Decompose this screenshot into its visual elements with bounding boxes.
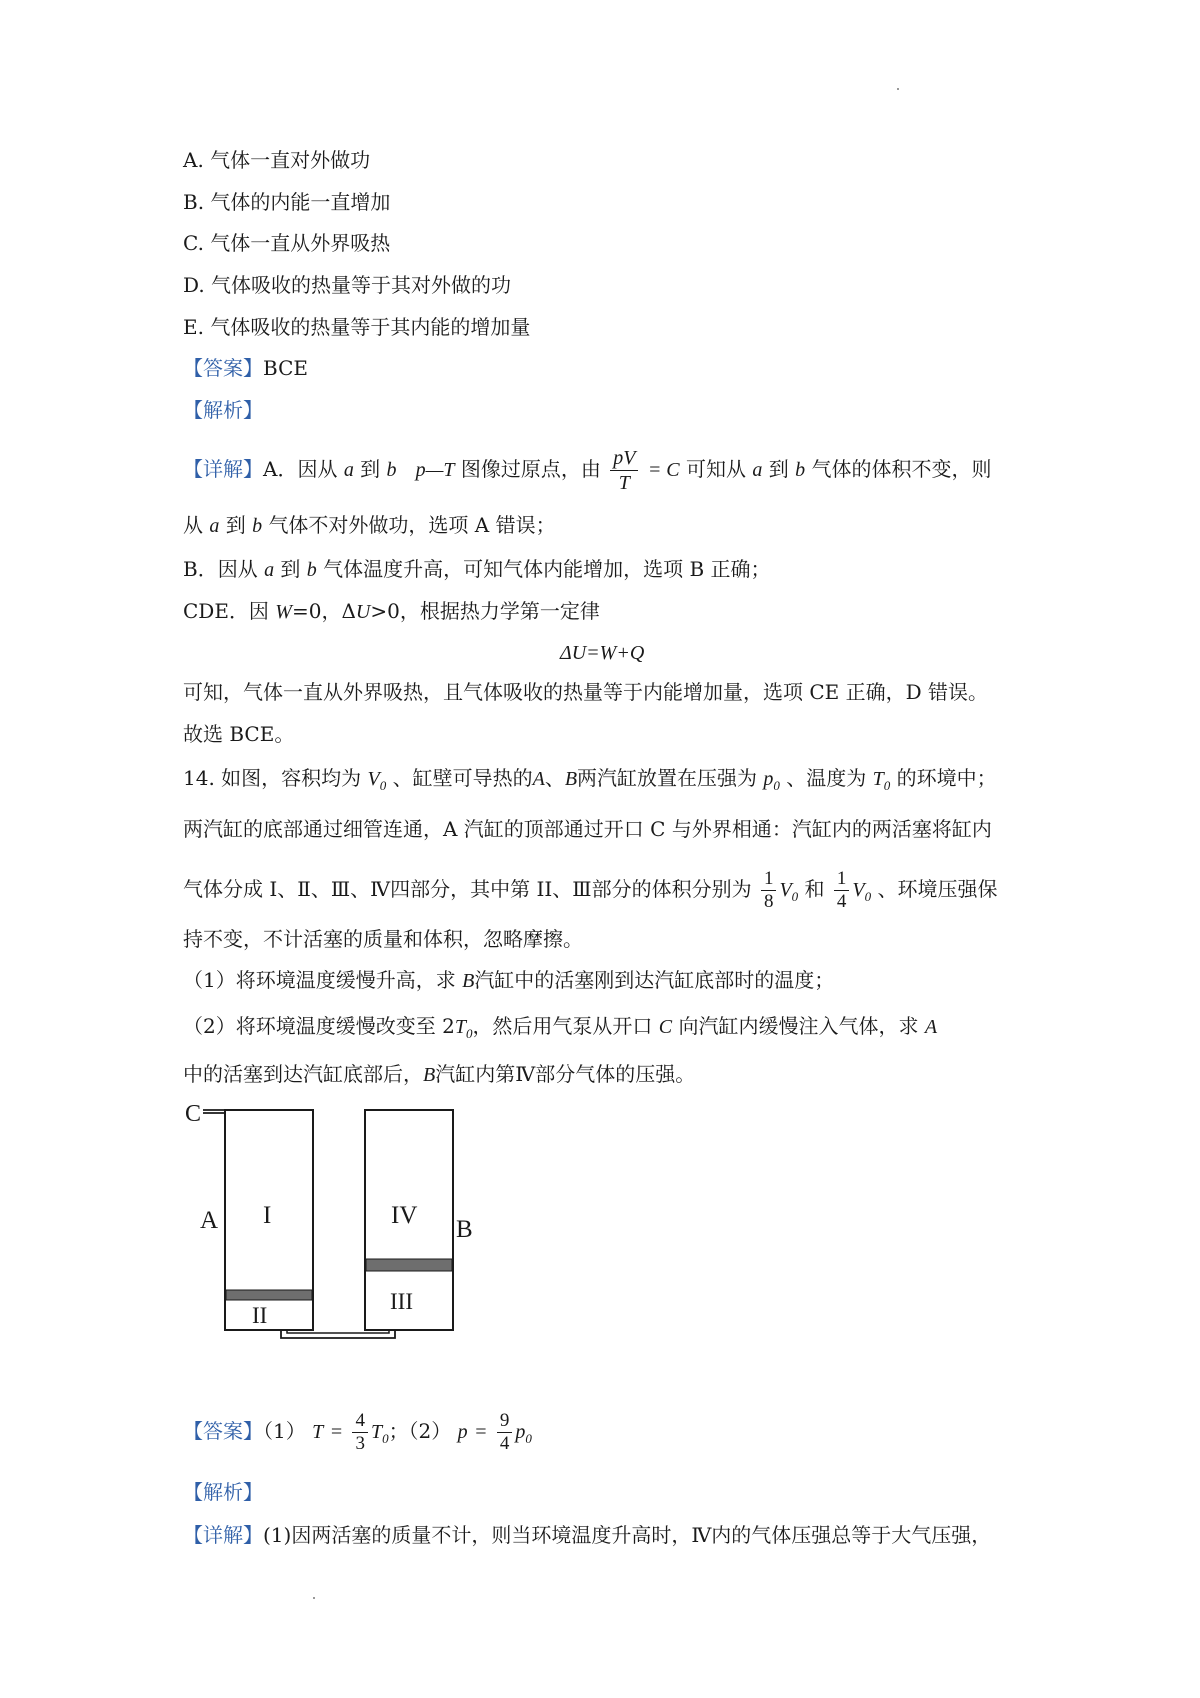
var-V0 xyxy=(779,879,799,904)
var-U: U xyxy=(355,601,371,623)
text-run: 、温度为 xyxy=(786,766,867,790)
answer-tag: 【答案】 xyxy=(183,1419,263,1443)
fraction-denominator: 3 xyxy=(355,1433,365,1454)
q14-part-1 xyxy=(183,966,834,995)
text-run: 汽缸内第Ⅳ部分气体的压强。 xyxy=(435,1062,696,1086)
var-C: C xyxy=(658,1016,673,1038)
var-T0 xyxy=(370,1421,389,1446)
var-V: V xyxy=(779,879,792,901)
q14-stem-line-1 xyxy=(183,764,997,800)
subscript-0: 0 xyxy=(525,1431,532,1446)
detail-tag: 【详解】 xyxy=(183,457,263,481)
q14-analysis-tag: 【解析】 xyxy=(183,1480,263,1504)
text-run: (1)因两活塞的质量不计，则当环境温度升高时，Ⅳ内的气体压强总等于大气压强， xyxy=(263,1523,992,1547)
fraction-numerator: 9 xyxy=(497,1410,513,1433)
var-a: a xyxy=(343,459,354,481)
q13-analysis-tag: 【解析】 xyxy=(183,398,263,422)
text-run: ；（2） xyxy=(388,1419,452,1443)
text-run: 图像过原点，由 xyxy=(460,457,601,481)
text-run: 到 xyxy=(280,557,301,581)
var-p: p xyxy=(515,1421,526,1443)
fraction-1-8 xyxy=(761,868,777,913)
var-A: A xyxy=(924,1016,938,1038)
text-run: 中的活塞到达汽缸底部后， xyxy=(183,1062,423,1086)
q13-detail-line-3 xyxy=(183,555,771,584)
subscript-0: 0 xyxy=(864,889,872,904)
scan-speck xyxy=(897,88,899,90)
q14-answer xyxy=(183,1410,532,1455)
var-T0 xyxy=(872,768,891,793)
var-T: T xyxy=(872,768,884,790)
text-run: 气体分成 I、Ⅱ、Ⅲ、Ⅳ四部分，其中第 II、Ⅲ部分的体积分别为 xyxy=(183,877,752,901)
pT-graph: p—T xyxy=(415,459,455,481)
fraction-denominator: T xyxy=(618,472,630,494)
subscript-0: 0 xyxy=(883,778,891,793)
equals-C: = C xyxy=(647,459,680,481)
text-run: 气体不对外做功，选项 A 错误； xyxy=(268,513,556,537)
text-run: 两汽缸放置在压强为 xyxy=(577,766,758,790)
var-p0 xyxy=(763,768,780,793)
cylinders-diagram xyxy=(183,1105,503,1350)
text-run: A．因从 xyxy=(263,457,338,481)
text-run: 、 xyxy=(544,766,565,790)
text-run: 可知从 xyxy=(686,457,747,481)
q13-answer xyxy=(183,354,308,382)
text-run: 到 xyxy=(768,457,789,481)
piston-a xyxy=(226,1290,312,1300)
q14-stem-line-2: 两汽缸的底部通过细管连通，A 汽缸的顶部通过开口 C 与外界相通：汽缸内的两活塞将缸内 xyxy=(183,817,992,841)
fraction-denominator: 4 xyxy=(499,1433,510,1454)
option-c: C. 气体一直从外界吸热 xyxy=(183,231,391,255)
text-run: 到 xyxy=(360,457,381,481)
fraction-numerator: pV xyxy=(610,446,638,471)
scan-speck xyxy=(313,1597,315,1599)
piston-b xyxy=(366,1259,452,1271)
label-part-iv: IV xyxy=(391,1202,418,1229)
fraction-4-3 xyxy=(352,1410,368,1455)
var-T: T xyxy=(454,1016,466,1038)
q13-detail-line-6: 故选 BCE。 xyxy=(183,722,295,746)
q14-detail-line-1 xyxy=(183,1521,991,1549)
first-law-formula: ΔU=W+Q xyxy=(560,642,645,664)
var-V: V xyxy=(852,879,865,901)
var-A: A xyxy=(532,768,545,790)
label-c: C xyxy=(185,1105,202,1127)
text-run: 气体的体积不变，则 xyxy=(811,457,992,481)
fraction-1-4 xyxy=(834,868,850,913)
fraction-numerator: 4 xyxy=(352,1410,368,1433)
fraction-9-4 xyxy=(497,1410,513,1455)
fraction-denominator: 4 xyxy=(836,891,847,912)
label-part-iii: III xyxy=(390,1289,413,1314)
text-run: B．因从 xyxy=(183,557,258,581)
opening-c-pipe xyxy=(203,1110,225,1113)
subscript-0: 0 xyxy=(465,1026,473,1041)
label-part-ii: II xyxy=(252,1303,268,1328)
var-W: W xyxy=(275,601,292,623)
option-d: D. 气体吸收的热量等于其对外做的功 xyxy=(183,273,512,297)
var-a: a xyxy=(264,559,275,581)
q13-detail-line-4 xyxy=(183,597,600,626)
var-V0 xyxy=(367,768,387,793)
var-T0 xyxy=(454,1016,473,1041)
text-run: （2）将环境温度缓慢改变至 2 xyxy=(183,1014,455,1038)
option-a: A. 气体一直对外做功 xyxy=(183,148,371,172)
var-b: b xyxy=(252,515,263,537)
label-b: B xyxy=(456,1216,473,1243)
text-run: 到 xyxy=(225,513,246,537)
var-p: p xyxy=(457,1421,468,1443)
answer-tag: 【答案】 xyxy=(183,356,263,380)
text-run: 和 xyxy=(804,877,825,901)
fraction-denominator: 8 xyxy=(763,891,774,912)
text-run: >0，根据热力学第一定律 xyxy=(370,599,600,623)
text-run: 从 xyxy=(183,513,203,537)
option-e: E. 气体吸收的热量等于其内能的增加量 xyxy=(183,315,531,339)
var-b: b xyxy=(795,459,806,481)
text-run: 的环境中； xyxy=(896,766,997,790)
fraction-numerator: 1 xyxy=(761,868,777,891)
subscript-0: 0 xyxy=(382,1431,389,1446)
text-run: 14. 如图，容积均为 xyxy=(183,766,362,790)
var-b: b xyxy=(386,459,397,481)
var-B: B xyxy=(423,1064,436,1086)
var-V0 xyxy=(852,879,872,904)
q14-stem-line-4: 持不变，不计活塞的质量和体积，忽略摩擦。 xyxy=(183,927,583,951)
var-T: T xyxy=(312,1421,324,1443)
text-run: 气体温度升高，可知气体内能增加，选项 B 正确； xyxy=(323,557,771,581)
detail-tag: 【详解】 xyxy=(183,1523,263,1547)
label-part-i: I xyxy=(263,1202,272,1229)
var-T: T xyxy=(370,1421,383,1443)
text-run: 向汽缸内缓慢注入气体，求 xyxy=(678,1014,919,1038)
text-run: CDE．因 xyxy=(183,599,269,623)
fraction-numerator: 1 xyxy=(834,868,850,891)
text-run: 、环境压强保 xyxy=(877,877,998,901)
q14-part-2 xyxy=(183,1012,937,1048)
connecting-tube xyxy=(281,1330,395,1338)
option-b: B. 气体的内能一直增加 xyxy=(183,190,391,214)
q13-detail-line-1 xyxy=(183,446,991,495)
var-p: p xyxy=(763,768,774,790)
var-p0 xyxy=(515,1421,532,1446)
q14-stem-line-3 xyxy=(183,868,997,913)
var-B: B xyxy=(462,970,475,992)
answer-value: BCE xyxy=(263,356,308,380)
label-a: A xyxy=(200,1207,219,1234)
text-run: （1）将环境温度缓慢升高，求 xyxy=(183,968,456,992)
subscript-0: 0 xyxy=(773,778,780,793)
q13-detail-line-5: 可知，气体一直从外界吸热，且气体吸收的热量等于内能增加量，选项 CE 正确，D 错误。 xyxy=(183,680,989,704)
subscript-0: 0 xyxy=(379,778,387,793)
var-a: a xyxy=(752,459,763,481)
var-B: B xyxy=(564,768,578,790)
var-V: V xyxy=(367,768,380,790)
text-run: 、缸壁可导热的 xyxy=(392,766,533,790)
text-run: （1） xyxy=(263,1419,306,1443)
var-a: a xyxy=(209,515,220,537)
var-b: b xyxy=(306,559,317,581)
fraction-pV-T xyxy=(610,446,638,495)
equals-sign: = xyxy=(474,1421,488,1443)
q14-stem-line-5 xyxy=(183,1060,695,1089)
equals-sign: = xyxy=(329,1421,344,1443)
text-run: 汽缸中的活塞刚到达汽缸底部时的温度； xyxy=(474,968,835,992)
subscript-0: 0 xyxy=(791,889,799,904)
text-run: =0，Δ xyxy=(291,599,356,623)
q13-detail-line-2 xyxy=(183,511,556,540)
text-run: ，然后用气泵从开口 xyxy=(472,1014,653,1038)
